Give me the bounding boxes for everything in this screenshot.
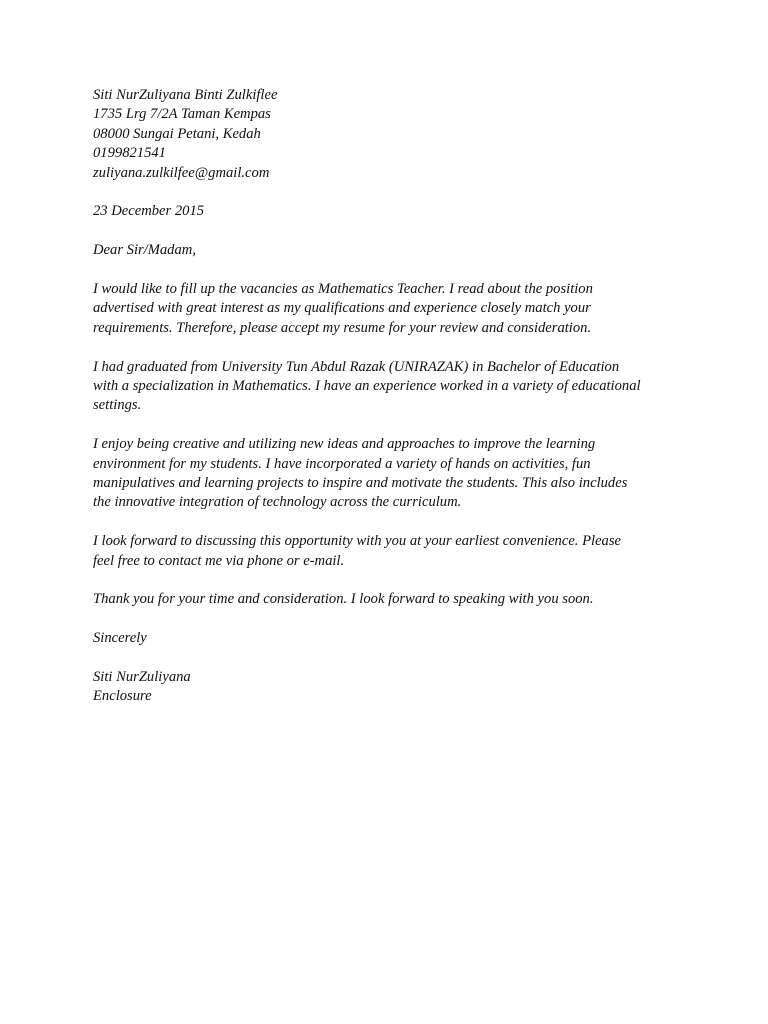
closing-block [93, 629, 693, 648]
paragraph-line: Thank you for your time and consideration. I look forward to speaking with you soon. [93, 591, 594, 608]
sender-name: Siti NurZuliyana Binti Zulkiflee [93, 87, 278, 103]
paragraph-line: with a specialization in Mathematics. I have an experience worked in a variety of educational [93, 378, 641, 395]
body-paragraph-2 [93, 358, 693, 416]
body-paragraph-3 [93, 435, 693, 513]
sender-block [93, 86, 693, 183]
signature-block [93, 668, 693, 707]
paragraph-line: manipulatives and learning projects to inspire and motivate the students. This also includes [93, 475, 628, 492]
body-paragraph-4 [93, 532, 693, 571]
paragraph-line: environment for my students. I have incorporated a variety of hands on activities, fun [93, 455, 591, 472]
paragraph-line: feel free to contact me via phone or e-mail. [93, 552, 345, 569]
body-paragraph-5 [93, 590, 693, 609]
paragraph-line: the innovative integration of technology across the curriculum. [93, 494, 462, 511]
letter-date: 23 December 2015 [93, 203, 205, 220]
sender-address-line-1: 1735 Lrg 7/2A Taman Kempas [93, 106, 271, 123]
letter-date-block [93, 202, 693, 221]
paragraph-line: advertised with great interest as my qualifications and experience closely match your [93, 300, 591, 317]
salutation-block [93, 241, 693, 260]
closing: Sincerely [93, 630, 147, 647]
paragraph-line: settings. [93, 397, 142, 414]
paragraph-line: I look forward to discussing this opportunity with you at your earliest convenience. Please [93, 533, 622, 550]
paragraph-line: I enjoy being creative and utilizing new ideas and approaches to improve the learning [93, 436, 596, 453]
salutation: Dear Sir/Madam, [93, 242, 196, 259]
sender-phone: 0199821541 [93, 145, 166, 162]
sender-email: zuliyana.zulkilfee@gmail.com [93, 164, 270, 181]
signature-name: Siti NurZuliyana [93, 669, 191, 686]
cover-letter [93, 86, 693, 726]
body-paragraph-1 [93, 280, 693, 338]
paragraph-line: requirements. Therefore, please accept my resume for your review and consideration. [93, 319, 592, 336]
paragraph-line: I had graduated from University Tun Abdul Razak (UNIRAZAK) in Bachelor of Education [93, 358, 620, 375]
enclosure-note: Enclosure [93, 688, 152, 705]
sender-address-line-2: 08000 Sungai Petani, Kedah [93, 125, 261, 142]
paragraph-line: I would like to fill up the vacancies as Mathematics Teacher. I read about the position [93, 281, 593, 298]
